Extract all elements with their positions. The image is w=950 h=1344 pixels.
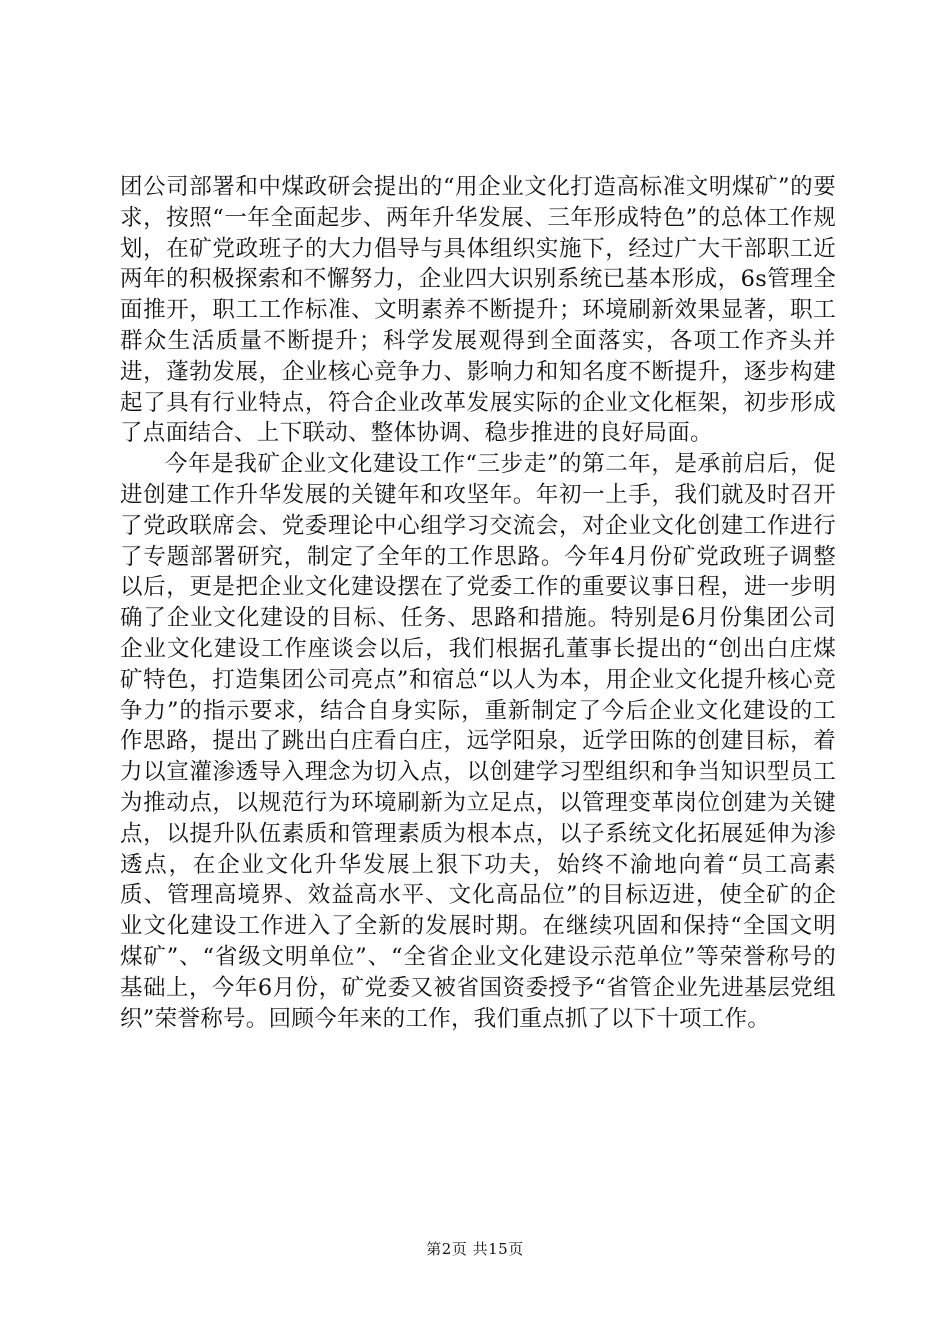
paragraph-continuation: 团公司部署和中煤政研会提出的“用企业文化打造高标准文明煤矿”的要求，按照“一年全面起步、两年升华发展、三年形成特色”的总体工作规划，在矿党政班子的大力倡导与具体组织实施下，经过广大干部职工近两年的积极探索和不懈努力，企业四大识别系统已基本形成，6s管理全面推开，职工工作标准、文明素养不断提升；环境刷新效果显著，职工群众生活质量不断提升；科学发展观得到全面落实，各项工作齐头并进，蓬勃发展，企业核心竞争力、影响力和知名度不断提升，逐步构建起了具有行业特点，符合企业改革发展实际的企业文化框架，初步形成了点面结合、上下联动、整体协调、稳步推进的良好局面。 xyxy=(120,174,836,447)
page-footer xyxy=(0,1239,950,1259)
document-body xyxy=(120,172,836,1034)
page-indicator: 第2页 共15页 xyxy=(426,1240,524,1258)
paragraph-this-year: 今年是我矿企业文化建设工作“三步走”的第二年，是承前启后，促进创建工作升华发展的关键年和攻坚年。年初一上手，我们就及时召开了党政联席会、党委理论中心组学习交流会，对企业文化创建工作进行了专题部署研究，制定了全年的工作思路。今年4月份矿党政班子调整以后，更是把企业文化建设摆在了党委工作的重要议事日程，进一步明确了企业文化建设的目标、任务、思路和措施。特别是6月份集团公司企业文化建设工作座谈会以后，我们根据孔董事长提出的“创出白庄煤矿特色，打造集团公司亮点”和宿总“以人为本，用企业文化提升核心竞争力”的指示要求，结合自身实际，重新制定了今后企业文化建设的工作思路，提出了跳出白庄看白庄，远学阳泉，近学田陈的创建目标，着力以宣灌渗透导入理念为切入点，以创建学习型组织和争当知识型员工为推动点，以规范行为环境刷新为立足点，以管理变革岗位创建为关键点，以提升队伍素质和管理素质为根本点，以子系统文化拓展延伸为渗透点，在企业文化升华发展上狠下功夫，始终不渝地向着“员工高素质、管理高境界、效益高水平、文化高品位”的目标迈进，使全矿的企业文化建设工作进入了全新的发展时期。在继续巩固和保持“全国文明煤矿”、“省级文明单位”、“全省企业文化建设示范单位”等荣誉称号的基础上，今年6月份，矿党委又被省国资委授予“省管企业先进基层党组织”荣誉称号。回顾今年来的工作，我们重点抓了以下十项工作。 xyxy=(120,451,836,1032)
